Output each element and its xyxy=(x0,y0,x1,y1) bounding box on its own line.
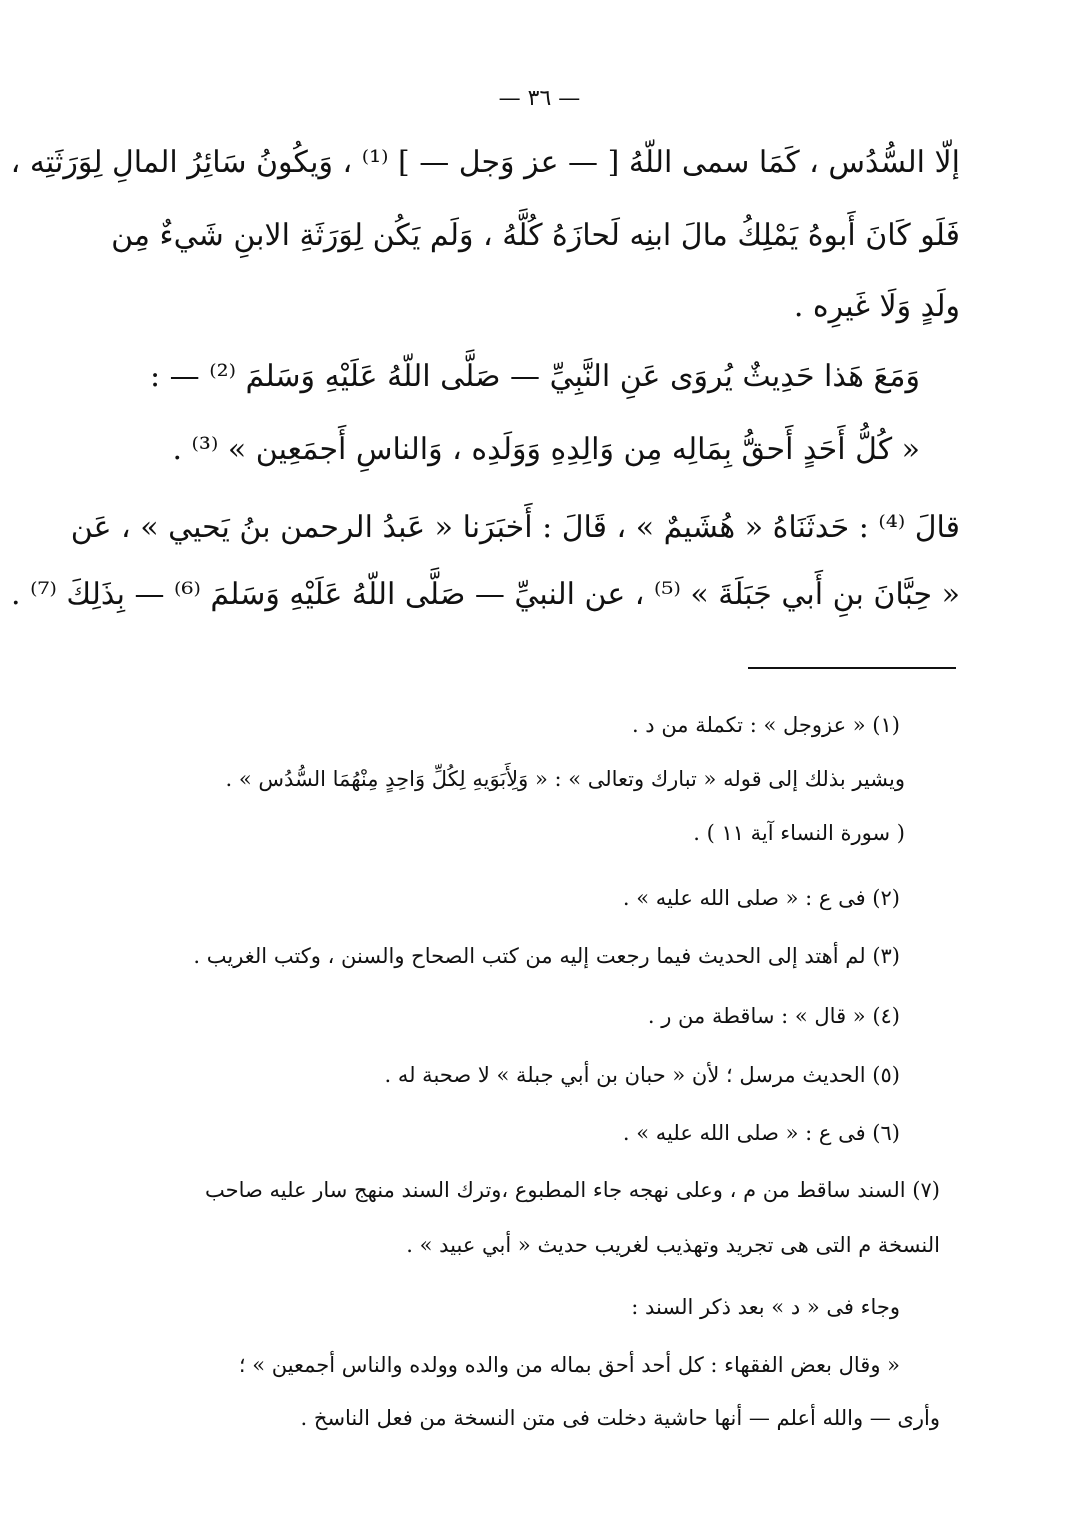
main-text-line: « حِبَّانَ بنِ أَبي جَبَلَةَ » ⁽⁵⁾ ، عن النبيِّ — صَلَّى اللّهُ عَلَيْهِ وَسَلمَ ⁽⁶⁾ — بِذَلِكَ ⁽⁷⁾ . xyxy=(11,577,960,612)
footnote-line: ويشير بذلك إلى قوله « تبارك وتعالى » : « وَلِأَبَوَيهِ لِكُلِّ وَاحِدٍ مِنْهُمَا السُّدُس » . xyxy=(225,767,905,791)
footnote-line: (٥) الحديث مرسل ؛ لأن « حبان بن أبي جبلة » لا صحبة له . xyxy=(384,1063,900,1087)
main-text-line: « كُلُّ أَحَدٍ أَحقُّ بِمَالِه مِن وَالِدِهِ وَوَلَدِه ، وَالناسِ أَجمَعِين » ⁽³⁾ . xyxy=(172,432,920,467)
main-text-line: قالَ ⁽⁴⁾ : حَدثَنَاهُ « هُشَيمٌ » ، قَالَ : أَخبَرَنا « عَبدُ الرحمن بنُ يَحيي » ، عَن xyxy=(70,510,960,545)
main-text-line: ولَدٍ وَلَا غَيرِه . xyxy=(793,289,960,324)
footnote-line: (٦) فى ع : « صلى الله عليه » . xyxy=(622,1121,900,1145)
footnote-divider xyxy=(748,667,956,669)
footnote-line: (٧) السند ساقط من م ، وعلى نهجه جاء المطبوع ،وترك السند منهج سار عليه صاحب xyxy=(204,1178,940,1202)
footnote-line: وأرى — والله أعلم — أنها حاشية دخلت فى متن النسخة من فعل الناسخ . xyxy=(300,1406,940,1430)
footnote-line: وجاء فى « د » بعد ذكر السند : xyxy=(631,1295,900,1319)
main-text-line: إلّا السُّدُس ، كَمَا سمى اللّهُ [ — عز وَجل — ] ⁽¹⁾ ، وَيكُونُ سَائِرُ المالِ لِوَرَثَتِه ، xyxy=(10,145,960,180)
footnote-line: (٤) « قال » : ساقطة من ر . xyxy=(647,1004,900,1028)
page-number: — ٣٦ — xyxy=(498,86,581,111)
footnote-line: « وقال بعض الفقهاء : كل أحد أحق بماله من والده وولده والناس أجمعين » ؛ xyxy=(238,1353,900,1377)
main-text-line: وَمَعَ هَذا حَدِيثٌ يُروَى عَنِ النَّبِيِّ — صَلَّى اللّهُ عَلَيْهِ وَسَلمَ ⁽²⁾ — : xyxy=(150,359,920,394)
footnote-line: (١) « عزوجل » : تكملة من د . xyxy=(631,713,900,737)
main-text-line: فَلَو كَانَ أَبوهُ يَمْلِكُ مالَ ابنِه لَحازَهُ كُلَّهُ ، وَلَم يَكُن لِوَرَثَةِ الابنِ شَيءٌ مِن xyxy=(111,218,960,253)
footnote-line: ( سورة النساء آية ١١ ) . xyxy=(693,821,905,845)
footnote-line: (٣) لم أهتد إلى الحديث فيما رجعت إليه من كتب الصحاح والسنن ، وكتب الغريب . xyxy=(193,944,900,968)
footnote-line: (٢) فى ع : « صلى الله عليه » . xyxy=(622,886,900,910)
footnote-line: النسخة م التى هى تجريد وتهذيب لغريب حديث « أبي عبيد » . xyxy=(406,1233,940,1257)
